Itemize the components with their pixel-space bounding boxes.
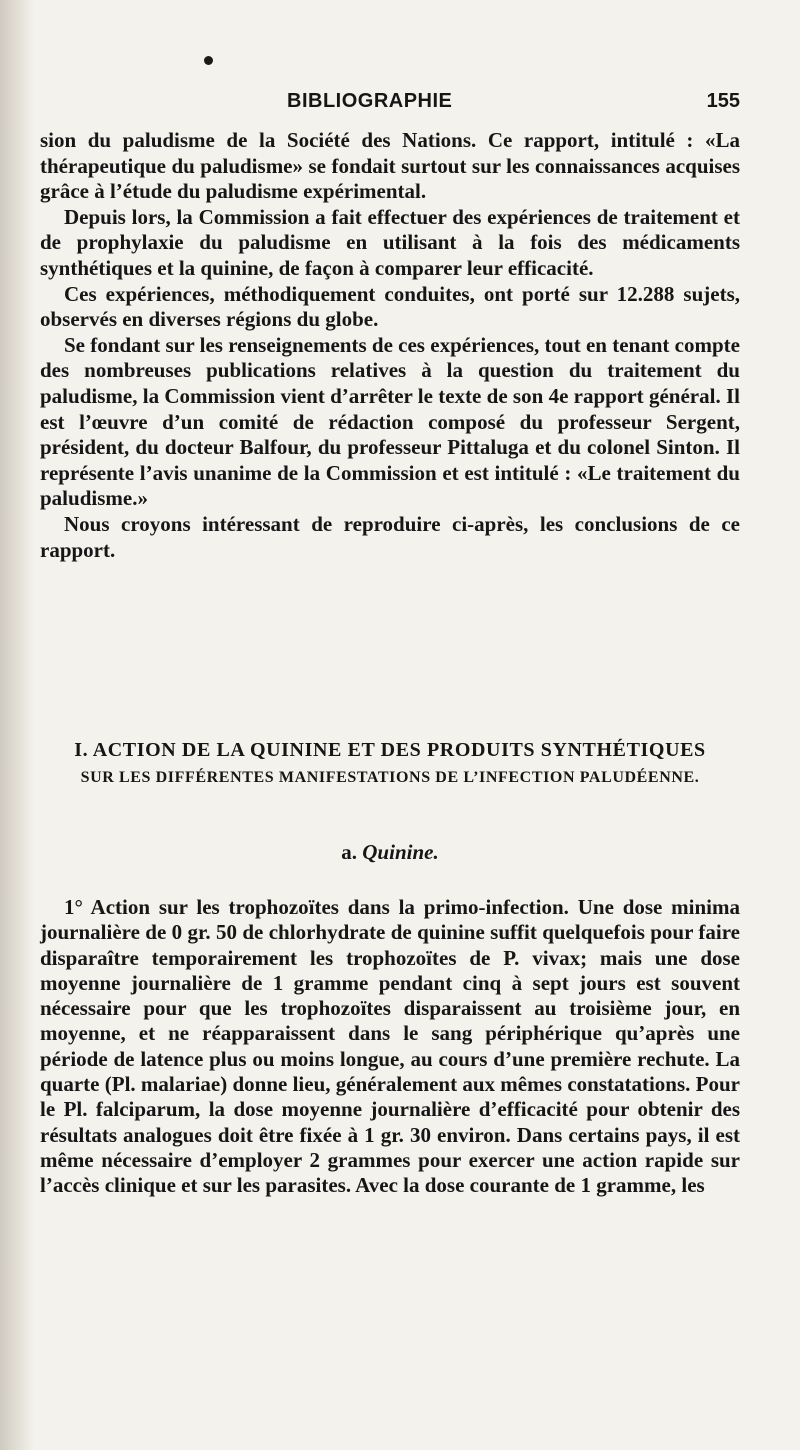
scan-edge-shadow — [0, 0, 34, 1450]
subsection-label: a. — [341, 840, 358, 864]
paragraph: 1° Action sur les trophozoïtes dans la primo-infection. Une dose minima journalière de 0 gr. 50 de chlorhydrate de quinine suffit quelquefois pour faire disparaître temporairement les trophozoïtes de P. vivax; mais une dose moyenne journalière de 1 gramme pendant cinq à sept jours est souvent nécessaire pour que les trophozoïtes disparaissent au troisième jour, en moyenne, et ne réapparaissent dans le sang périphérique qu’après une période de latence plus ou moins longue, au cours d’une première rechute. La quarte (Pl. malariae) donne lieu, généralement aux mêmes constatations. Pour le Pl. falciparum, la dose moyenne journalière d’efficacité pour obtenir des résultats analogues doit être fixée à 1 gr. 30 environ. Dans certains pays, il est même nécessaire d’employer 2 grammes pour exercer une action rapide sur l’accès clinique et sur les parasites. Avec la dose courante de 1 gramme, les — [40, 895, 740, 1198]
subsection-heading — [40, 840, 740, 865]
page-number: 155 — [706, 90, 740, 112]
body-text-continued — [40, 895, 740, 1199]
subsection-title: Quinine. — [362, 840, 439, 864]
section-heading-line-1: I. ACTION DE LA QUININE ET DES PRODUITS SYNTHÉTIQUES — [74, 739, 706, 761]
section-heading-line-2: SUR LES DIFFÉRENTES MANIFESTATIONS DE L’INFECTION PALUDÉENNE. — [80, 769, 700, 786]
paragraph: sion du paludisme de la Société des Nations. Ce rapport, intitulé : «La thérapeutique du paludisme» se fondait surtout sur les connaissances acquises grâce à l’étude du paludisme expérimental. — [40, 128, 740, 204]
section-heading — [40, 736, 740, 792]
body-text — [40, 128, 740, 563]
paragraph: Ces expériences, méthodiquement conduites, ont porté sur 12.288 sujets, observés en diverses régions du globe. — [40, 281, 740, 332]
paragraph: Depuis lors, la Commission a fait effectuer des expériences de traitement et de prophylaxie du paludisme en utilisant à la fois des médicaments synthétiques et la quinine, de façon à comparer leur efficacité. — [40, 204, 740, 280]
running-title: BIBLIOGRAPHIE — [287, 90, 453, 112]
paragraph: Nous croyons intéressant de reproduire ci-après, les conclusions de ce rapport. — [40, 511, 740, 562]
page-header — [40, 90, 740, 120]
ink-dot — [204, 56, 213, 65]
paragraph: Se fondant sur les renseignements de ces expériences, tout en tenant compte des nombreuses publications relatives à la question du traitement du paludisme, la Commission vient d’arrêter le texte de son 4e rapport général. Il est l’œuvre d’un comité de rédaction composé du professeur Sergent, président, du docteur Balfour, du professeur Pittaluga et du colonel Sinton. Il représente l’avis unanime de la Commission et est intitulé : «Le traitement du paludisme.» — [40, 332, 740, 511]
